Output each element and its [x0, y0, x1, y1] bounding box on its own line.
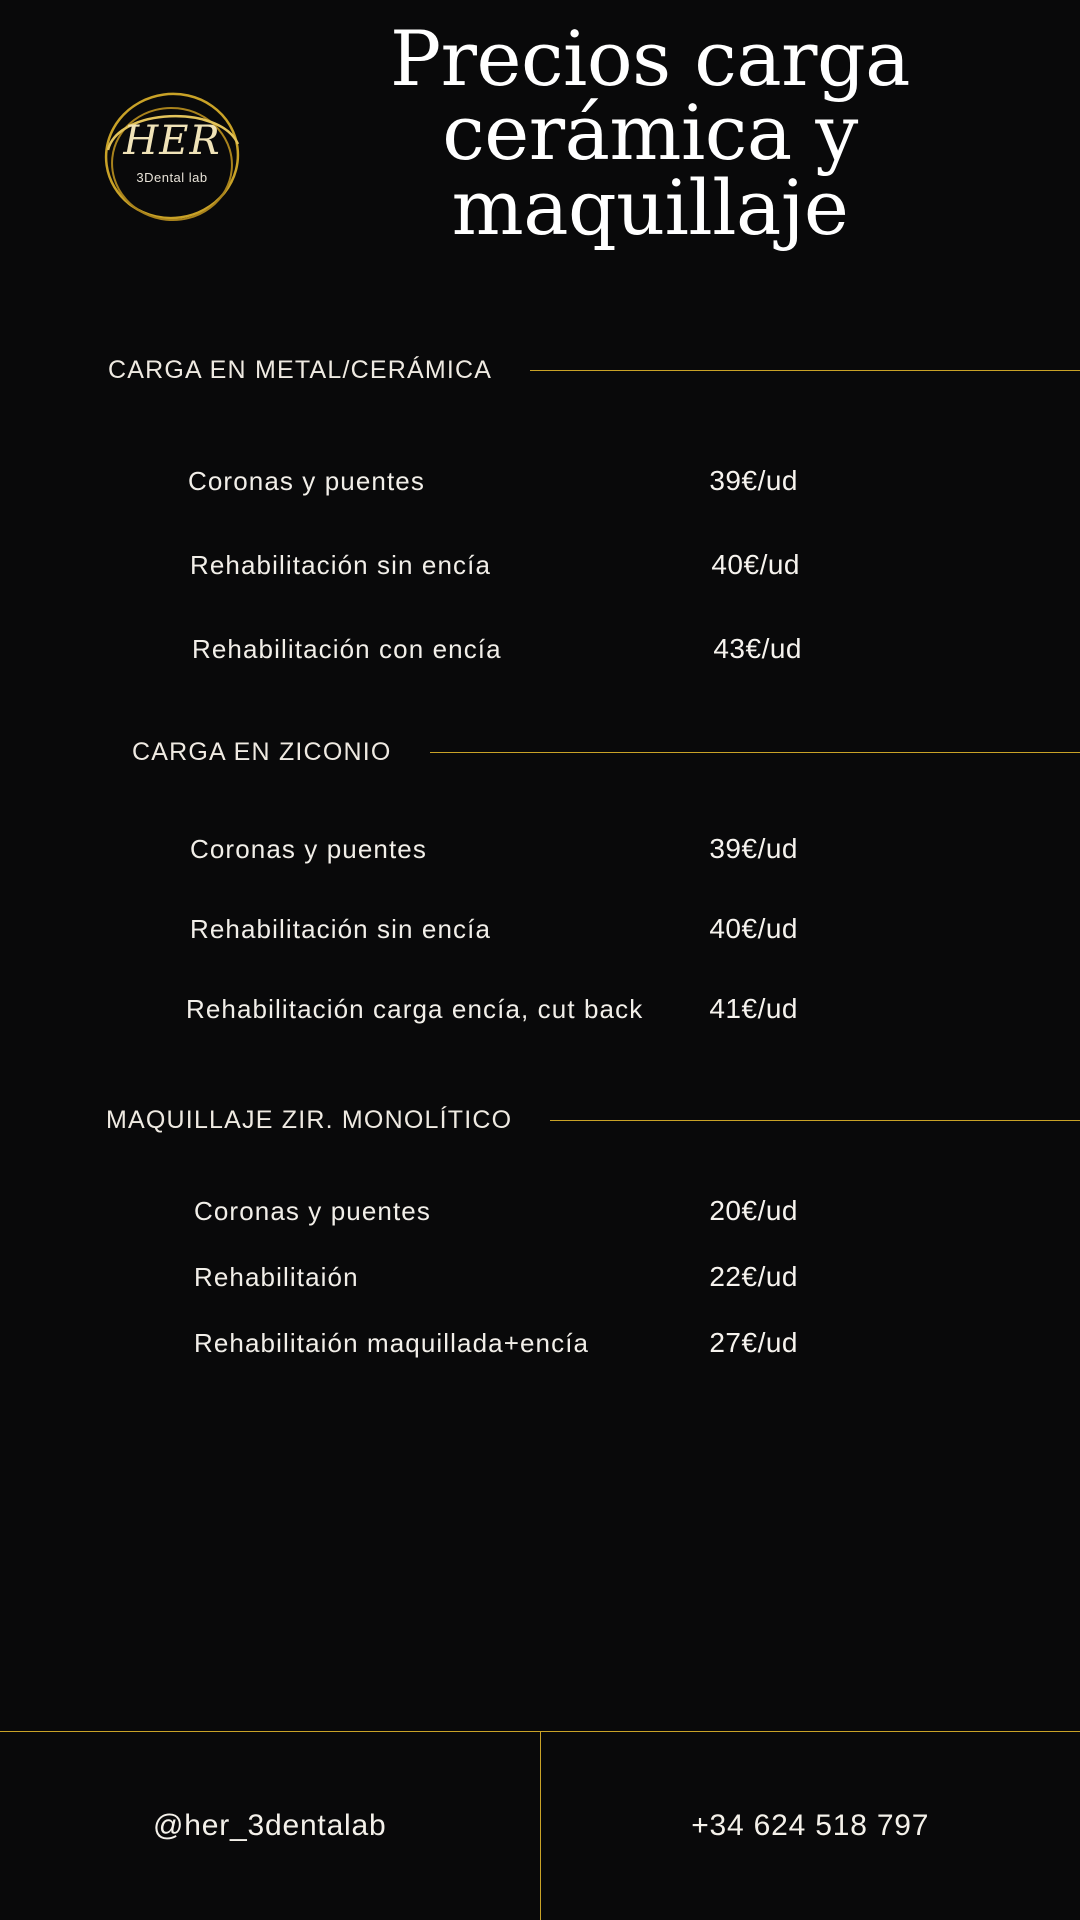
section-title: CARGA EN METAL/CERÁMICA [108, 355, 493, 384]
price-row [0, 633, 1080, 665]
section-divider-line [430, 752, 1080, 753]
footer-phone-number[interactable]: +34 624 518 797 [691, 1809, 930, 1842]
price-row-value: 39€/ud [709, 465, 798, 496]
price-row [0, 993, 1080, 1025]
price-row [0, 549, 1080, 581]
poster-footer [0, 1731, 1080, 1920]
price-row-label: Rehabilitación sin encía [190, 914, 492, 944]
price-row [0, 465, 1080, 497]
page-title: Precios carga cerámica y maquillaje [390, 14, 910, 252]
price-row-label: Rehabilitaión [194, 1262, 359, 1292]
price-list [0, 1195, 1080, 1359]
price-row-value: 39€/ud [709, 833, 798, 864]
price-row [0, 1195, 1080, 1227]
price-row-label: Coronas y puentes [194, 1196, 431, 1226]
section-header [0, 345, 1080, 395]
price-row-value: 40€/ud [709, 913, 798, 944]
price-row-label: Coronas y puentes [190, 834, 427, 864]
brand-logo-text: HER [123, 118, 221, 164]
price-row [0, 1261, 1080, 1293]
price-row-value: 22€/ud [709, 1261, 798, 1292]
price-row [0, 1327, 1080, 1359]
footer-instagram-handle[interactable]: @her_3dentalab [153, 1809, 387, 1842]
price-row-label: Coronas y puentes [188, 466, 425, 496]
price-row-value: 43€/ud [713, 633, 802, 664]
price-row-value: 20€/ud [709, 1195, 798, 1226]
section-carga-metal-ceramica [0, 345, 1080, 665]
section-carga-ziconio [0, 727, 1080, 1025]
price-list [0, 465, 1080, 665]
section-divider-line [530, 370, 1080, 371]
price-row-label: Rehabilitación carga encía, cut back [186, 994, 644, 1024]
section-header [0, 1095, 1080, 1145]
price-row-value: 40€/ud [711, 549, 800, 580]
section-title: CARGA EN ZICONIO [132, 737, 392, 766]
price-row-label: Rehabilitación sin encía [190, 550, 492, 580]
section-divider-line [550, 1120, 1080, 1121]
brand-logo-subtext: 3Dental lab [136, 170, 208, 185]
section-header [0, 727, 1080, 777]
price-row-value: 41€/ud [709, 993, 798, 1024]
section-title: MAQUILLAJE ZIR. MONOLÍTICO [106, 1105, 513, 1134]
price-row-value: 27€/ud [709, 1327, 798, 1358]
price-row [0, 833, 1080, 865]
price-row-label: Rehabilitaión maquillada+encía [194, 1328, 590, 1358]
price-row [0, 913, 1080, 945]
poster-header [0, 0, 1080, 345]
price-row-label: Rehabilitación con encía [192, 634, 502, 664]
section-maquillaje-zir-monolitico [0, 1095, 1080, 1359]
brand-logo [92, 78, 252, 238]
price-list [0, 833, 1080, 1025]
